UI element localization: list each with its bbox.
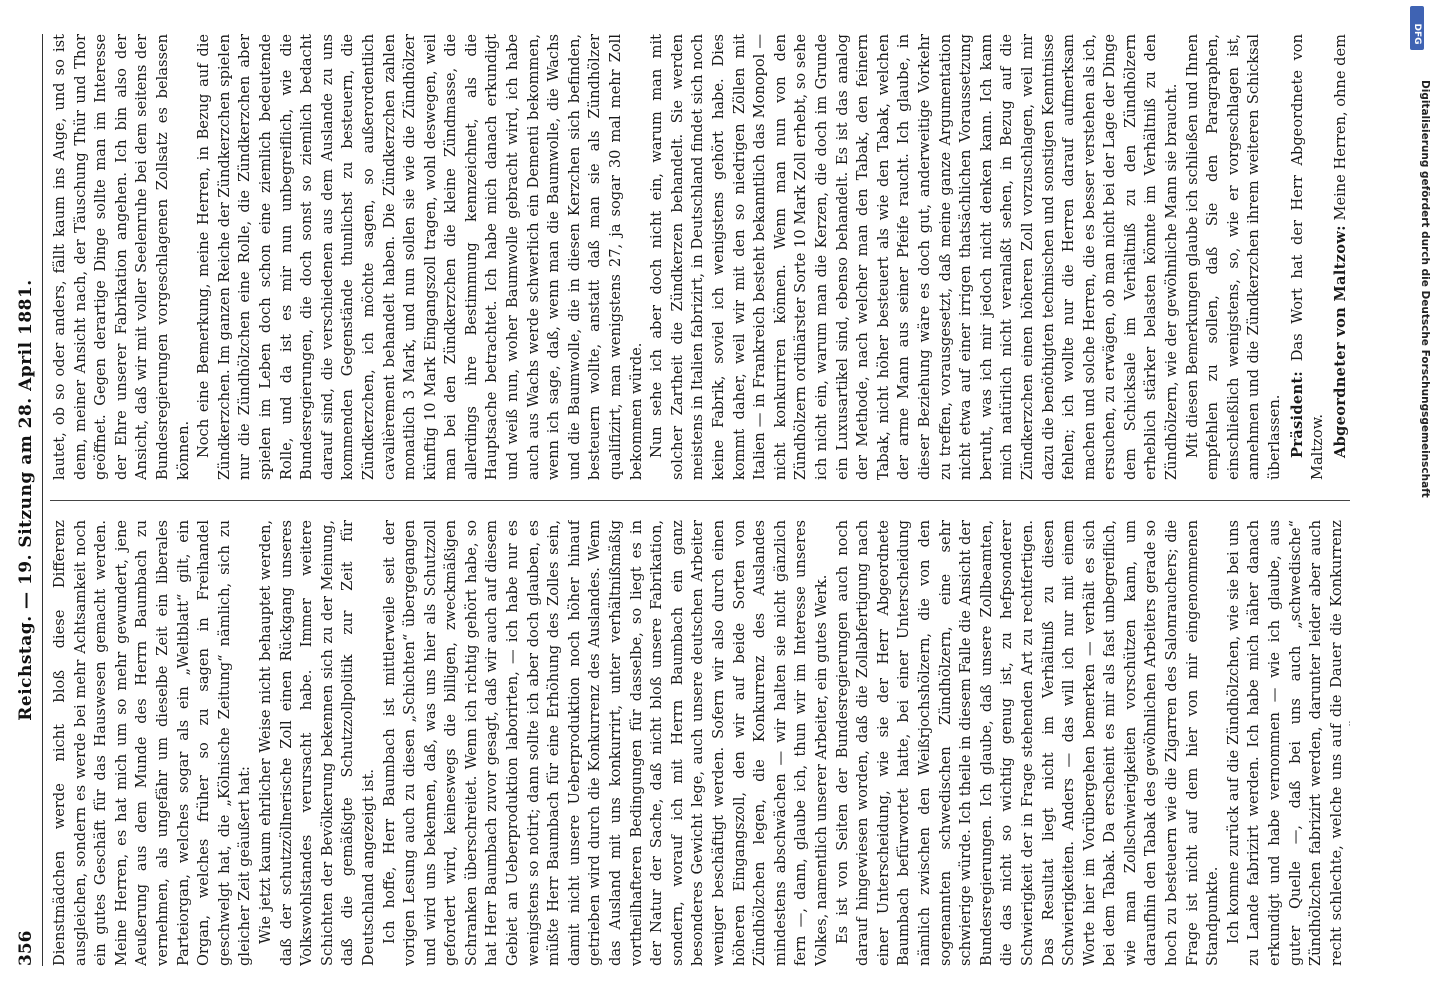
- speaker-text: Meine Herren, ohne dem: [1331, 34, 1349, 221]
- column-separator: [50, 500, 1350, 501]
- right-column: [50, 34, 1350, 480]
- dfg-logo: [1410, 6, 1424, 50]
- page-number: 356: [16, 930, 36, 966]
- speaker-name: Abgeordneter von Maltzow:: [1331, 225, 1349, 458]
- speaker-name: Präsident:: [1288, 370, 1306, 458]
- paragraph: Ich komme zurück auf die Zündhölzchen, wie sie bei uns zu Lande fabrizirt werden. Ich habe mich näher danach erkundigt und habe vernommen — wie ich glaube, aus guter Quelle —, daß bei uns auch „schwedische“ Zündhölzchen fabrizirt werden, darunter leider aber auch recht schlechte, welche uns auf die Dauer die Konkurrenz: [1224, 520, 1345, 966]
- paragraph: Mit diesen Bemerkungen glaube ich schließen und Ihnen empfehlen zu sollen, daß Sie den Paragraphen, einschließlich wenigstens, so, wie er vorgeschlagen ist, annehmen und die Zündkerzchen ihrem weiteren Schicksal überlassen.: [1183, 34, 1284, 480]
- header-rule: [42, 34, 43, 966]
- left-column: [50, 520, 1350, 966]
- speaker-paragraph-president: [1288, 34, 1329, 480]
- page-header: [12, 34, 38, 966]
- dfg-logo-text: DFG: [1412, 23, 1422, 45]
- paragraph: Dienstmädchen werde nicht bloß diese Differenz ausgleichen, sondern es werde bei mehr Achtsamkeit noch ein gutes Geschäft für das Hauswesen gemacht werden. Meine Herren, es hat mich um so mehr gewundert, jene Aeußerung aus dem Munde des Herrn Baumbach zu vernehmen, als ungefähr um dieselbe Zeit ein liberales Parteiorgan, welches sogar als ein „Weltblatt“ gilt, ein Organ, welches früher so zu sagen in Freihandel geschwelgt hat, die „Kölnische Zeitung“ nämlich, sich zu gleicher Zeit geäußert hat:: [51, 520, 254, 966]
- running-title: Reichstag. — 19. Sitzung am 28. April 1881.: [16, 279, 36, 721]
- paragraph-quote: Wie jetzt kaum ehrlicher Weise nicht behauptet werden, daß der schutzzöllnerische Zoll einen Rückgang unseres Volkswohlstandes verursacht habe. Immer weitere Schichten der Bevölkerung bekennen sich zu der Meinung, daß die gemäßigte Schutzzollpolitik zur Zeit für Deutschland angezeigt ist.: [256, 520, 377, 966]
- speaker-paragraph-maltzow: [1331, 34, 1350, 480]
- paragraph: lautet, ob so oder anders, fällt kaum ins Auge, und so ist denn, meiner Ansicht nach, der Täuschung Thür und Thor geöffnet. Gegen derartige Dinge sollte man im Interesse der Ehre unserer Fabrikation angehen. Ich bin also der Ansicht, daß wir mit voller Seelenruhe bei dem seitens der Bundesregierungen vorgeschlagenen Zollsatz es belassen können.: [51, 34, 192, 480]
- speaker-text: Das Wort hat der Herr Abgeordnete von Maltzow.: [1288, 34, 1327, 480]
- paragraph: Nun sehe ich aber doch nicht ein, warum man mit solcher Zartheit die Zündkerzen behandelt. Sie werden meistens in Italien fabrizirt, in Deutschland findet sich noch keine Fabrik, soviel ich wenigstens gehört habe. Dies kommt daher, weil wir mit den so niedrigen Zöllen mit Italien — in Frankreich besteht bekanntlich das Monopol — nicht konkurriren können. Wenn man nun von den Zündhölzern ordinärster Sorte 10 Mark Zoll erhebt, so sehe ich nicht ein, warum man die Kerzen, die doch im Grunde ein Luxusartikel sind, ebenso behandelt. Es ist das analog der Methode, nach welcher man den Tabak, den feinern Tabak, nicht höher besteuert als wie den Tabak, welchen der arme Mann aus seiner Pfeife raucht. Ich glaube, in dieser Beziehung wäre es doch gut, anderweitige Vorkehr zu treffen, vorausgesetzt, daß meine ganze Argumentation nicht etwa auf einer irrigen thatsächlichen Voraussetzung beruht, was ich mir jedoch nicht denken kann. Ich kann mich natürlich nicht veranlaßt sehen, in Bezug auf die Zündkerzchen einen höheren Zoll vorzuschlagen, weil mir dazu die benöthigten technischen und sonstigen Kenntnisse fehlen; ich wollte nur die Herren darauf aufmerksam machen und solche Herren, die es besser verstehen als ich, ersuchen, zu erwägen, ob man nicht bei der Lage der Dinge dem Schicksale im Verhältniß zu den Zündhölzern erheblich stärker belasten könnte im Verhältniß zu den Zündhölzern, wie der gewöhnliche Mann sie braucht.: [648, 34, 1181, 480]
- paragraph: Es ist von Seiten der Bundesregierungen auch noch darauf hingewiesen worden, daß die Zollabfertigung nach einer Unterscheidung, wie sie der Herr Abgeordnete Baumbach befürwortet hatte, bei einer Unterscheidung nämlich zwischen den Weißrjochshölzern, die von den sogenannten schwedischen Zündhölzern, eine sehr schwierige würde. Ich theile in diesem Falle die Ansicht der Bundesregierungen. Ich glaube, daß unsere Zollbeamten, die das nicht so wichtig genug ist, zu hefpsonderer Schwierigkeit der in Frage stehenden Art zu rechtfertigen. Das Resultat liegt nicht im Verhältniß zu diesen Schwierigkeiten. Anders — das will ich nur mit einem Worte hier im Vorübergehen bemerken — verhält es sich bei dem Tabak. Da erscheint es mir als fast unbegreiflich, wie man Zollschwierigkeiten vorschützen kann, um daraufhin den Tabak des gewöhnlichen Arbeiters gerade so hoch zu besteuern wie die Zigarren des Salonrauchers; die Frage ist nicht auf dem hier von mir eingenommenen Standpunkte.: [833, 520, 1222, 966]
- funding-credit-text: Digitalisierung gefördert durch die Deutsche Forschungsgemeinschaft: [1419, 80, 1431, 498]
- paragraph: Noch eine Bemerkung, meine Herren, in Bezug auf die Zündkerzchen. Im ganzen Reiche der Zündkerzchen spielen nur die Zündhölzchen eine Rolle, die Zündkerzchen aber spielen im Leben doch schon eine ziemlich bedeutende Rolle, und da ist es mir nun unbegreiflich, wie die Bundesregierungen, die doch sonst so ziemlich bedacht darauf sind, die verschiedenen aus dem Auslande zu uns kommenden Gegenstände thunlichst zu besteuern, die Zündkerzchen, ich möchte sagen, so außerordentlich cavalièrement behandelt haben. Die Zündkerzchen zahlen monatlich 3 Mark, und nun sollen sie wie die Zündhölzer künftig 10 Mark Eingangszoll tragen, wohl deswegen, weil man bei den Zündkerzchen die kleine Zündmasse, die allerdings ihre Bestimmung kennzeichnet, als die Hauptsache betrachtet. Ich habe mich danach erkundigt und weiß nun, woher Baumwolle gebracht wird, ich habe auch aus Wachs werde schwerlich ein Dementi bekommen, wenn ich sage, daß, wenn man die Baumwolle, die Wachs und die Baumwolle, die in diesen Kerzchen sich befinden, besteuern wollte, anstatt daß man sie als Zündhölzer qualifizirt, man wenigstens 27, ja sogar 30 mal mehr Zoll bekommen würde.: [195, 34, 645, 480]
- funding-credit: [1402, 0, 1432, 1000]
- digitization-sidebar: [1402, 0, 1432, 1000]
- paragraph: Ich hoffe, Herr Baumbach ist mittlerweile seit der vorigen Lesung auch zu diesen „Schichten“ übergegangen und wird uns bekennen, daß, was uns hier als Schutzzoll gefordert wird, keineswegs die billigen, zweckmäßigen Schranken überschreitet. Wenn ich richtig gehört habe, so hat Herr Baumbach zuvor gesagt, daß wir auch auf diesem Gebiet an Ueberproduktion laborirten, — ich habe nur es wenigstens so notirt; dann sollte ich aber doch glauben, es müßte Herr Baumbach für eine Erhöhung des Zolles sein, damit nicht unsere Ueberproduktion noch höher hinauf getrieben wird durch die Konkurrenz des Auslandes. Wenn das Ausland mit uns konkurrirt, unter verhältnißmäßig vortheilhafteren Bedingungen für dasselbe, so liegt es in der Natur der Sache, daß nicht bloß unsere Fabrikation, sondern, worauf ich mit Herrn Baumbach ein ganz besonderes Gewicht lege, auch unsere deutschen Arbeiter weniger beschäftigt werden. Sofern wir also durch einen höheren Eingangszoll, den wir auf beide Sorten von Zündhölzchen legen, die Konkurrenz des Auslandes mindestens abschwächen — wir halten sie nicht gänzlich fern —, dann, glaube ich, thun wir im Interesse unseres Volkes, namentlich unserer Arbeiter, ein gutes Werk.: [380, 520, 830, 966]
